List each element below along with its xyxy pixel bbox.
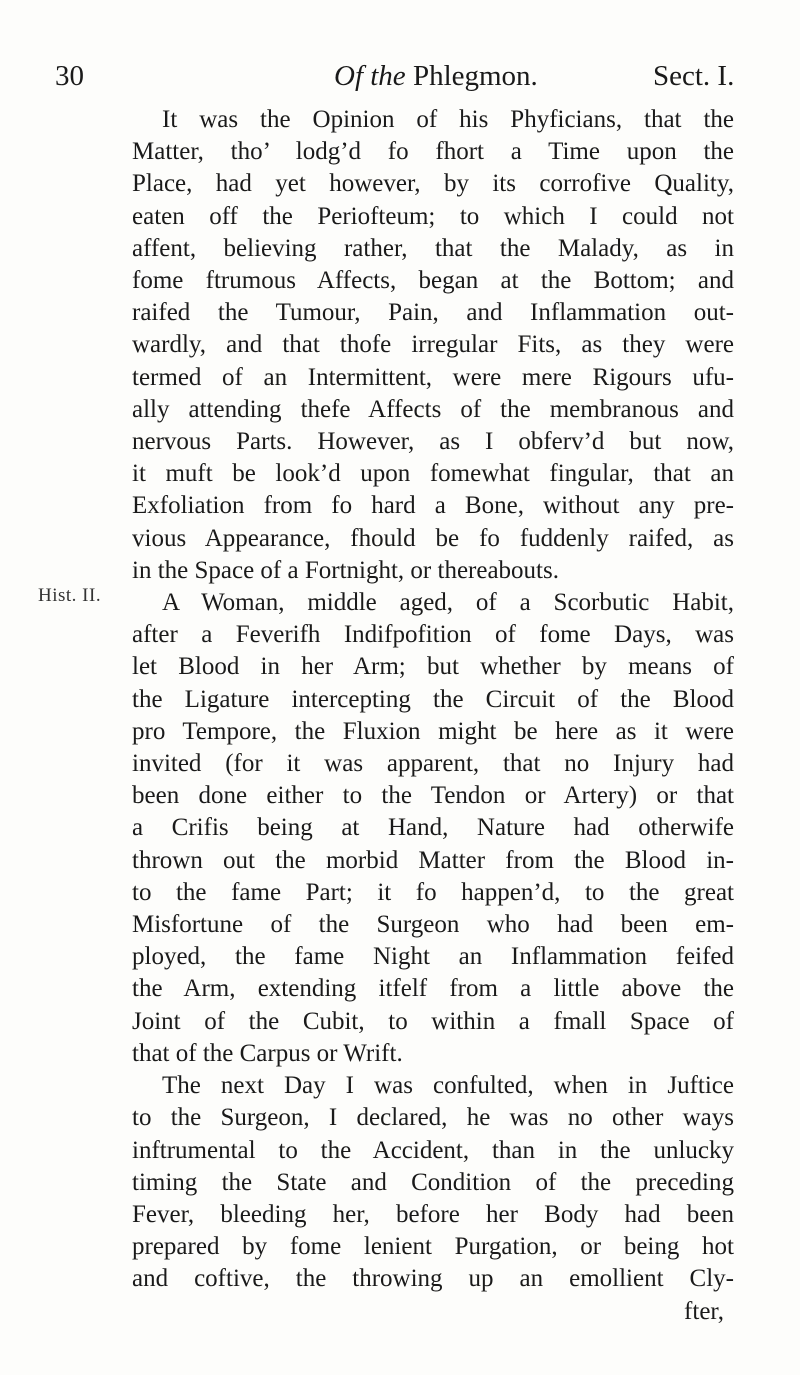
text-line: timing the State and Condition of the preceding	[132, 1168, 734, 1196]
text-line: A Woman, middle aged, of a Scorbutic Habit,	[162, 589, 734, 617]
text-line: termed of an Intermittent, were mere Rigours ufu-	[132, 363, 734, 391]
text-line: inftrumental to the Accident, than in the unlucky	[132, 1136, 734, 1164]
text-line: ally attending thefe Affects of the membranous and	[132, 395, 734, 423]
page-number: 30	[55, 60, 84, 92]
text-line: a Crifis being at Hand, Nature had otherwife	[132, 814, 734, 842]
running-title	[334, 60, 538, 93]
text-line: Matter, tho’ lodg’d fo fhort a Time upon the	[132, 138, 734, 166]
text-line: in the Space of a Fortnight, or thereabouts.	[132, 556, 559, 584]
text-line: thrown out the morbid Matter from the Blood in-	[132, 846, 734, 874]
text-line: Joint of the Cubit, to within a fmall Space of	[132, 1007, 734, 1035]
text-line: Misfortune of the Surgeon who had been em-	[132, 911, 734, 939]
margin-note: Hist. II.	[38, 585, 102, 606]
text-line: it muft be look’d upon fomewhat fingular, that an	[132, 460, 734, 488]
catchword-line: fter,	[684, 1297, 724, 1325]
text-line: after a Feverifh Indifpofition of fome Days, was	[132, 621, 734, 649]
text-line: It was the Opinion of his Phyficians, that the	[162, 106, 734, 133]
text-line: Place, had yet however, by its corrofive Quality,	[132, 170, 734, 198]
text-line: fome ftrumous Affects, began at the Bottom; and	[132, 267, 734, 295]
running-title-roman: Phlegmon.	[405, 60, 538, 92]
text-line: prepared by fome lenient Purgation, or being hot	[132, 1233, 734, 1261]
text-line: and coftive, the throwing up an emollient Cly-	[132, 1265, 734, 1293]
text-line: invited (for it was apparent, that no Injury had	[132, 750, 734, 778]
text-line: pro Tempore, the Fluxion might be here as it were	[132, 717, 734, 745]
section-label: Sect. I.	[653, 60, 735, 92]
text-line: nervous Parts. However, as I obferv’d but now,	[132, 428, 734, 456]
text-line: the Arm, extending itfelf from a little above the	[132, 975, 734, 1003]
text-line: to the Surgeon, I declared, he was no other ways	[132, 1104, 734, 1132]
text-line: affent, believing rather, that the Malady, as in	[132, 234, 734, 262]
text-line: to the fame Part; it fo happen’d, to the great	[132, 878, 734, 906]
text-line: ployed, the fame Night an Inflammation feifed	[132, 943, 734, 971]
running-header	[0, 60, 800, 100]
text-line: The next Day I was confulted, when in Juftice	[162, 1072, 734, 1100]
text-line: eaten off the Periofteum; to which I could not	[132, 202, 734, 230]
text-line: Exfoliation from fo hard a Bone, without any pre-	[132, 492, 734, 520]
body-text	[132, 104, 734, 1328]
text-line: been done either to the Tendon or Artery) or that	[132, 782, 734, 810]
text-line: wardly, and that thofe irregular Fits, as they were	[132, 331, 734, 359]
text-line: let Blood in her Arm; but whether by means of	[132, 653, 734, 681]
text-line: the Ligature intercepting the Circuit of the Blood	[132, 685, 734, 713]
text-line: raifed the Tumour, Pain, and Inflammation out-	[132, 299, 734, 327]
text-line: vious Appearance, fhould be fo fuddenly raifed, as	[132, 524, 734, 552]
text-line: Fever, bleeding her, before her Body had been	[132, 1200, 734, 1228]
text-line: that of the Carpus or Wrift.	[132, 1039, 403, 1067]
running-title-italic: Of the	[334, 60, 406, 92]
